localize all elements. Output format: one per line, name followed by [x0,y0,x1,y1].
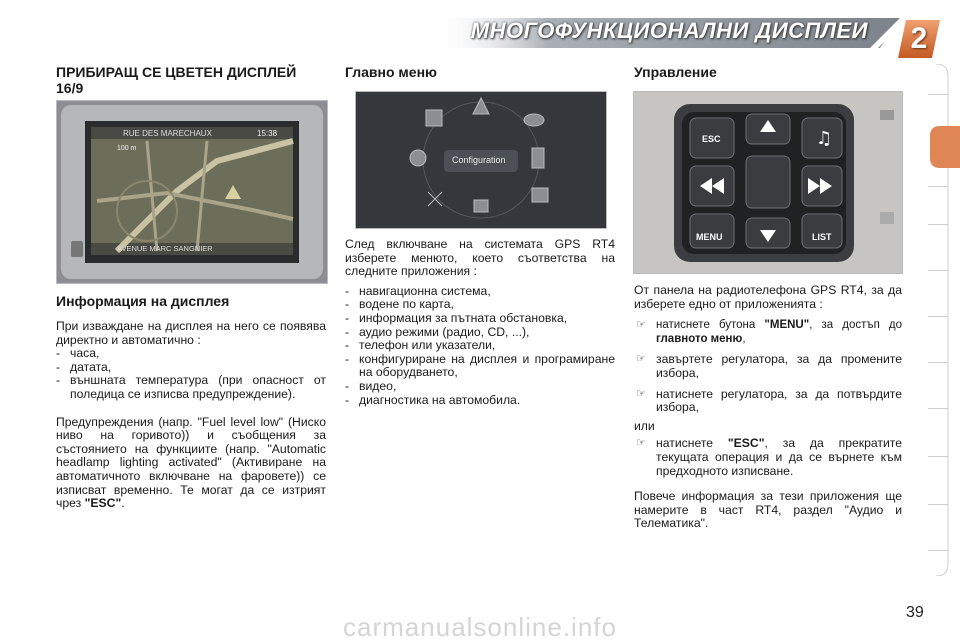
page-number: 39 [906,604,924,621]
control-panel-photo [633,91,903,274]
step-menu [634,319,902,346]
warnings-end: . [121,496,125,511]
list-item: - информация за пътната обстановка, [345,312,615,326]
chapter-number: 2 [910,22,928,55]
display-info-intro: При изваждане на дисплея на него се появява директно и автоматично : [56,319,326,347]
list-item: - датата, [56,361,326,375]
page-header-title: МНОГОФУНКЦИОНАЛНИ ДИСПЛЕИ [470,18,868,43]
main-menu-text [345,238,615,407]
list-item: - часа, [56,347,326,361]
list-item: - аудио режими (радио, CD, ...), [345,326,615,340]
audio-icon [524,114,544,126]
chapter-side-tabs [928,64,960,576]
section-title-display: ПРИБИРАЩ СЕ ЦВЕТЕН ДИСПЛЕЙ 16/9 [56,64,297,96]
list-item: - телефон или указатели, [345,339,615,353]
display-info-text [56,320,326,511]
main-menu-photo [355,91,607,229]
step-rotate: ☞ завъртете регулатора, за да промените избора, [634,353,902,380]
section-title-controls: Управление [634,64,717,80]
step-press: ☞ натиснете регулатора, за да потвърдите избора, [634,388,902,415]
section-subtitle-display-info: Информация на дисплея [56,293,230,309]
controls-text [634,284,902,531]
telephone-icon [532,148,544,168]
controls-steps-alt [634,437,902,478]
screen-time: 15:38 [257,129,278,138]
screen-street-bottom: AVENUE MARC SANGNIER [117,244,213,253]
list-item: - конфигуриране на дисплея и програмиране на оборудването, [345,353,615,380]
more-info-text: Повече информация за тези приложения ще намерите в част RT4, раздел "Аудио и Телематика". [634,489,902,531]
controls-intro: От панела на радиотелефона GPS RT4, за да изберете едно от приложенията : [634,283,902,311]
diagnostics-icon [474,200,488,212]
esc-label: "ESC" [727,436,765,451]
step-text: , [742,332,746,345]
screen-street-top: RUE DES MARECHAUX [123,129,212,138]
step-text: натиснете бутона [656,319,765,332]
list-item: - водене по карта, [345,298,615,312]
step-text: натиснете [656,436,728,451]
watermark: carmanualsonline.info [343,612,617,642]
step-text: , за да прекратите текущата операция и да се върнете към предходното изписване. [656,436,902,478]
navigation-icon [426,110,442,126]
warnings-text: Предупреждения (напр. "Fuel level low" (Ниско ниво на горивото)) и съобщения за състоянието на функциите (напр. "Automatic headlamp lighting activated" (Активиране на автоматичното включване на фаровете)) се изписват временно. Те могат да се изтрият чрез [56,414,326,511]
step-esc [634,437,902,478]
controls-steps [634,319,902,415]
main-menu-intro: След включване на системата GPS RT4 изберете менюто, което съответства на следните приложения : [345,237,615,279]
list-item: - навигационна система, [345,285,615,299]
display-info-list [56,347,326,401]
section-title-main-menu: Главно меню [345,64,437,80]
display-photo [56,100,328,284]
main-menu-list [345,285,615,407]
screen-scale: 100 m [117,145,137,152]
music-note-icon: ♫ [816,128,833,149]
step-text: , за достъп до [809,319,903,332]
list-button-label: LIST [812,232,832,242]
list-item: - видео, [345,380,615,394]
or-label: или [634,418,655,433]
list-item: - външната температура (при опасност от поледица се изписва предупреждение). [56,374,326,401]
map-icon [410,150,426,166]
warnings-paragraph [56,416,326,511]
esc-button-label: ESC [702,134,721,144]
list-item: - диагностика на автомобила. [345,394,615,408]
menu-center-label: Configuration [452,155,506,165]
main-menu-label: главното меню [656,332,743,345]
menu-label: "MENU" [764,319,810,332]
video-icon [532,188,548,202]
esc-label: "ESC" [84,496,122,511]
menu-button-label: MENU [696,232,723,242]
